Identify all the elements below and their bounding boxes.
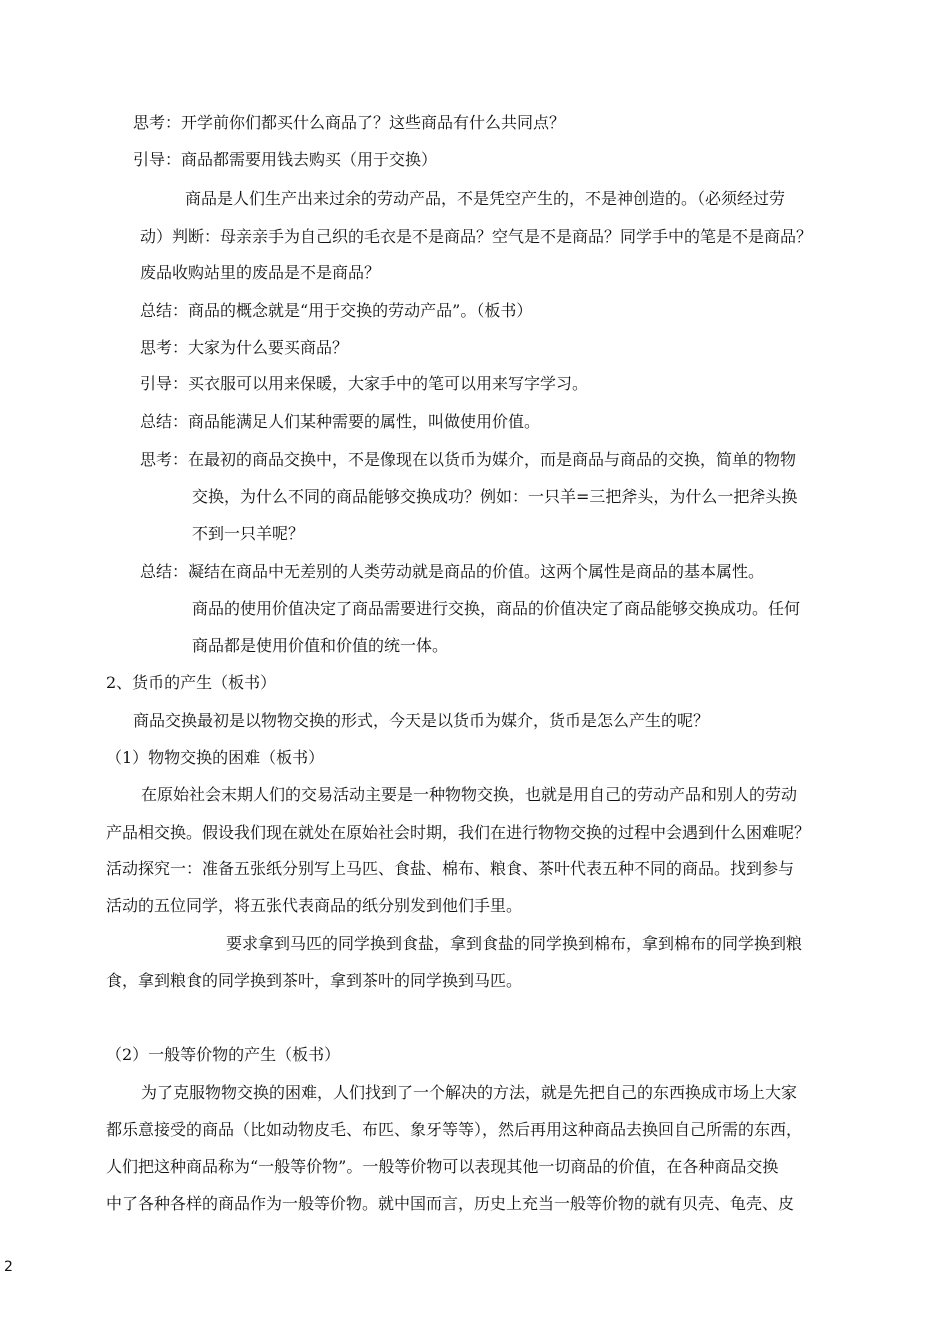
subsection-heading: （1）物物交换的困难（板书） xyxy=(106,748,325,767)
text-line: 不到一只羊呢？ xyxy=(192,524,305,543)
text-line: 总结：商品的概念就是“用于交换的劳动产品”。（板书） xyxy=(140,301,533,320)
text-line: 商品都是使用价值和价值的统一体。 xyxy=(192,636,449,655)
text-line: 废品收购站里的废品是不是商品？ xyxy=(140,263,381,282)
text-line: 引导：买衣服可以用来保暖，大家手中的笔可以用来写字学习。 xyxy=(140,374,589,393)
page-number: 2 xyxy=(4,1259,13,1275)
text-line: 引导：商品都需要用钱去购买（用于交换） xyxy=(133,150,438,169)
text-line: 总结：商品能满足人们某种需要的属性，叫做使用价值。 xyxy=(140,412,541,431)
text-line: 食，拿到粮食的同学换到茶叶，拿到茶叶的同学换到马匹。 xyxy=(106,971,523,990)
text-line: 总结：凝结在商品中无差别的人类劳动就是商品的价值。这两个属性是商品的基本属性。 xyxy=(140,562,765,581)
text-line: 商品是人们生产出来过余的劳动产品，不是凭空产生的，不是神创造的。（必须经过劳 xyxy=(185,189,786,208)
text-line: 中了各种各样的商品作为一般等价物。就中国而言，历史上充当一般等价物的就有贝壳、龟壳、皮 xyxy=(106,1194,795,1213)
text-line: 商品交换最初是以物物交换的形式，今天是以货币为媒介，货币是怎么产生的呢？ xyxy=(133,711,710,730)
text-line: 在原始社会末期人们的交易活动主要是一种物物交换，也就是用自己的劳动产品和别人的劳动 xyxy=(141,785,798,804)
text-line: 思考：大家为什么要买商品？ xyxy=(140,338,349,357)
text-line: 都乐意接受的商品（比如动物皮毛、布匹、象牙等等），然后再用这种商品去换回自己所需的东西， xyxy=(106,1120,803,1139)
text-line: 交换，为什么不同的商品能够交换成功？例如：一只羊=三把斧头，为什么一把斧头换 xyxy=(192,487,798,506)
text-line: 思考：开学前你们都买什么商品了？这些商品有什么共同点？ xyxy=(133,113,566,132)
text-line: 商品的使用价值决定了商品需要进行交换，商品的价值决定了商品能够交换成功。任何 xyxy=(192,599,801,618)
text-line: 产品相交换。假设我们现在就处在原始社会时期，我们在进行物物交换的过程中会遇到什么困难呢？ xyxy=(106,823,811,842)
text-line: 动）判断：母亲亲手为自己织的毛衣是不是商品？空气是不是商品？同学手中的笔是不是商品？ xyxy=(140,227,813,246)
text-line: 为了克服物物交换的困难，人们找到了一个解决的方法，就是先把自己的东西换成市场上大家 xyxy=(141,1083,798,1102)
text-line: 活动的五位同学，将五张代表商品的纸分别发到他们手里。 xyxy=(106,896,523,915)
text-line: 思考：在最初的商品交换中，不是像现在以货币为媒介，而是商品与商品的交换，简单的物物 xyxy=(140,450,797,469)
text-line: 要求拿到马匹的同学换到食盐，拿到食盐的同学换到棉布，拿到棉布的同学换到粮 xyxy=(226,934,803,953)
subsection-heading: （2）一般等价物的产生（板书） xyxy=(106,1045,341,1064)
section-heading: 2、货币的产生（板书） xyxy=(106,673,277,692)
text-line: 人们把这种商品称为“一般等价物”。一般等价物可以表现其他一切商品的价值，在各种商品交换 xyxy=(106,1157,779,1176)
text-line: 活动探究一：准备五张纸分别写上马匹、食盐、棉布、粮食、茶叶代表五种不同的商品。找到参与 xyxy=(106,859,795,878)
